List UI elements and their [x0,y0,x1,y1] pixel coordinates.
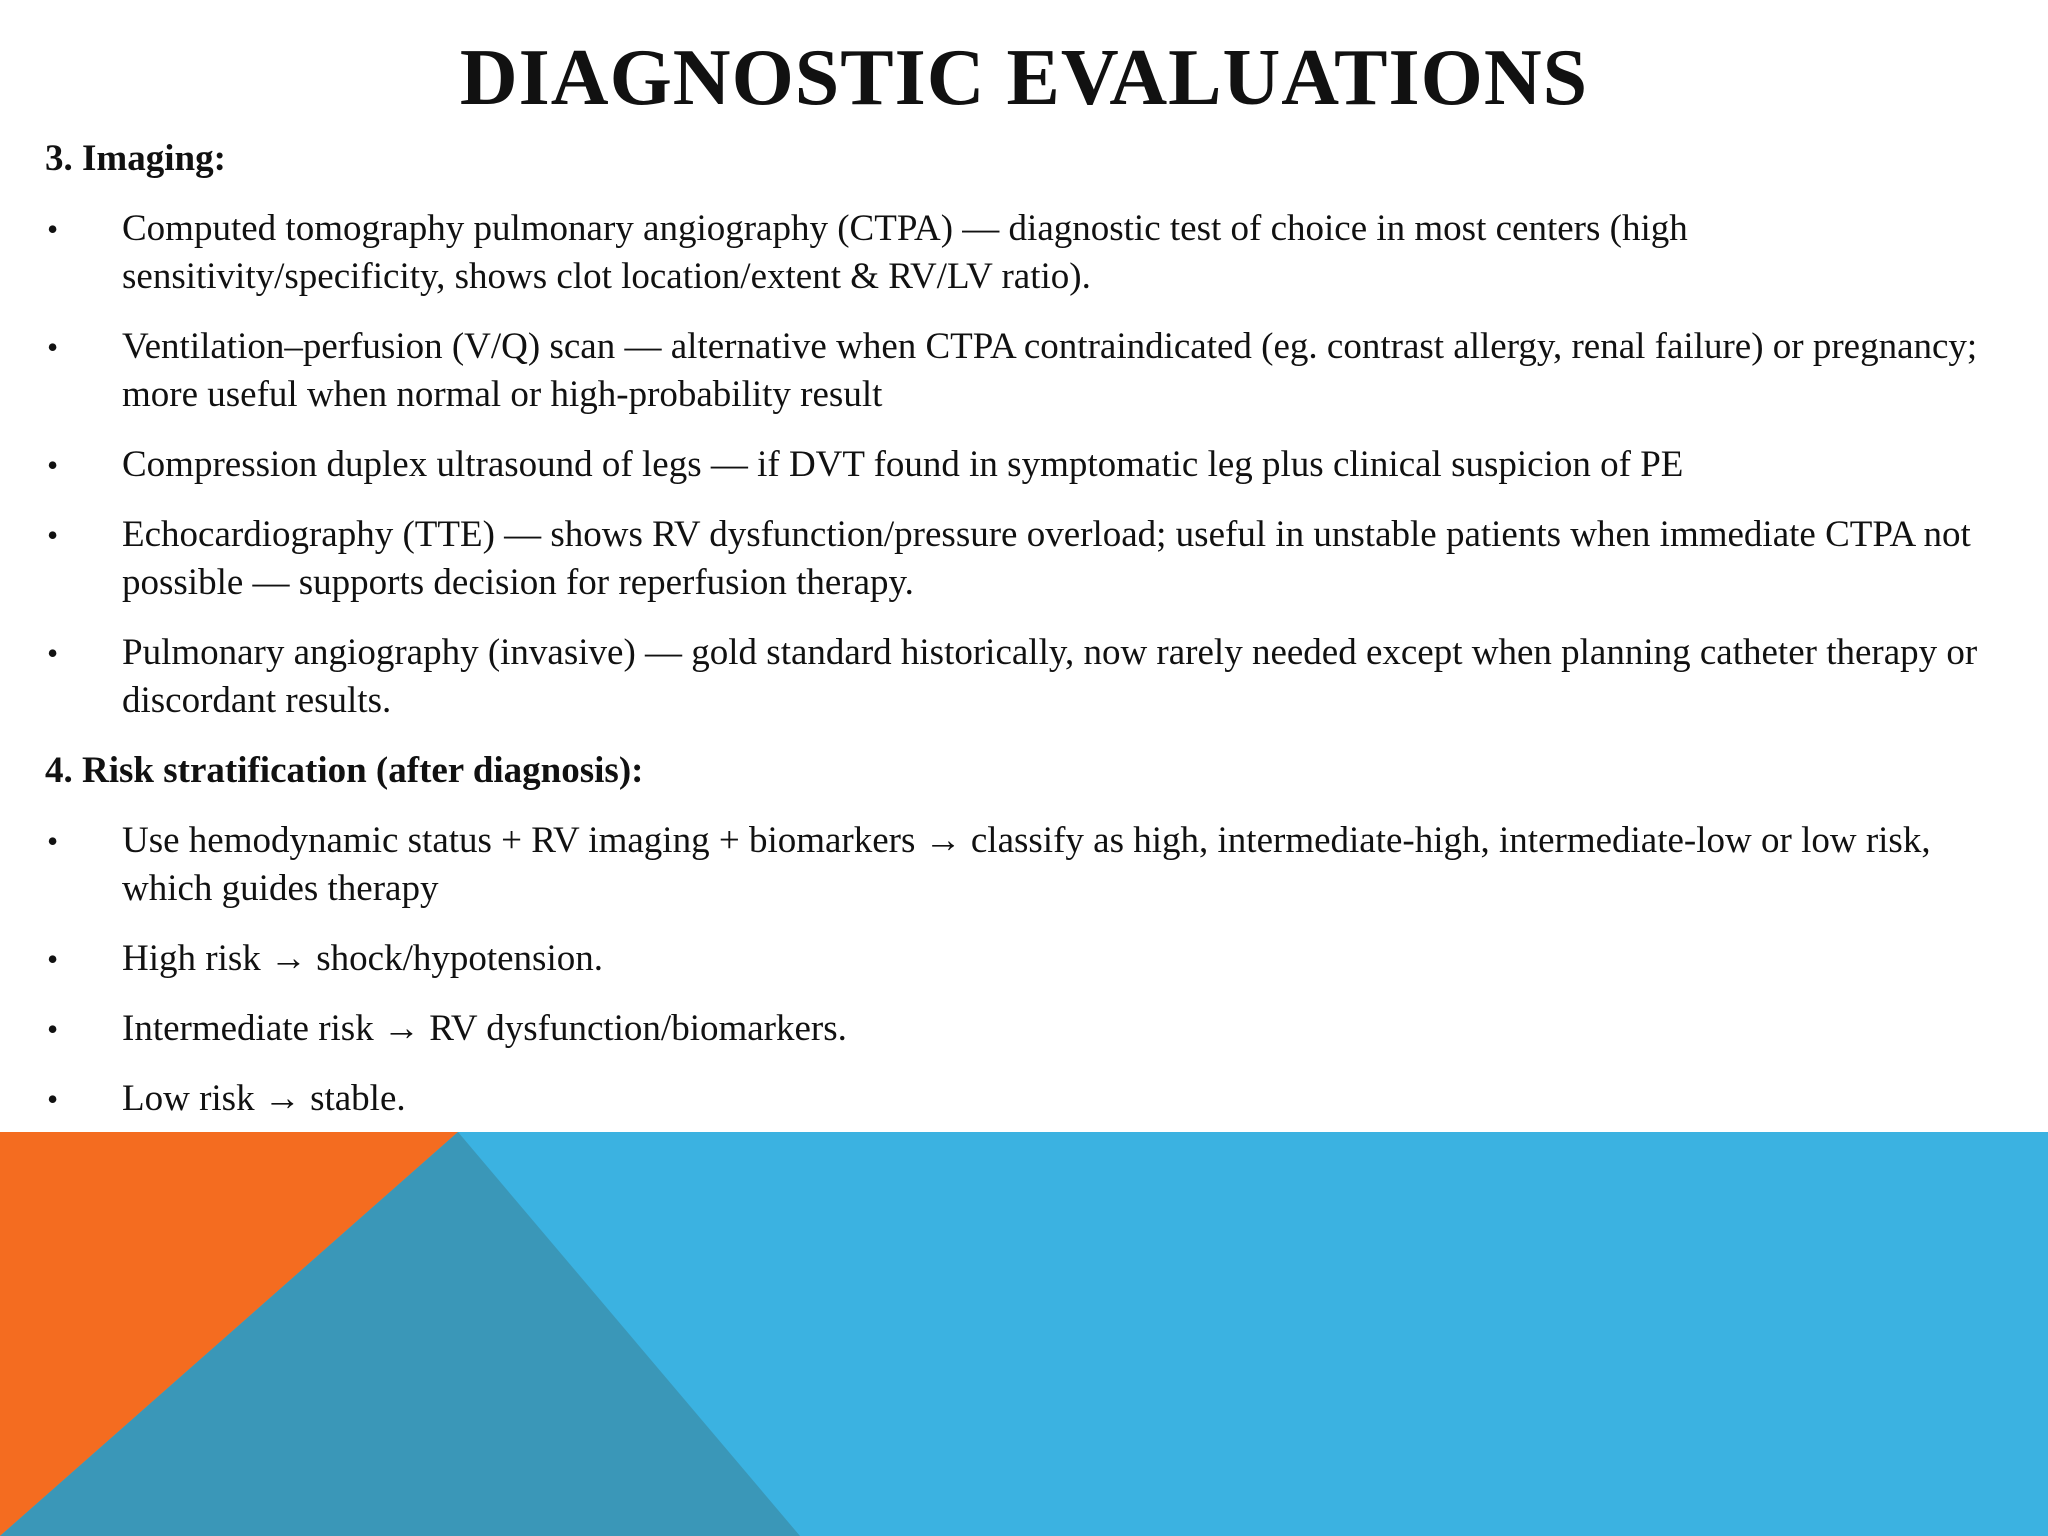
bullet-text: Low risk → stable. [122,1078,406,1119]
risk-stratification-heading: 4. Risk stratification (after diagnosis): [45,750,644,791]
list-item [45,441,2015,489]
bullet-icon: • [47,517,59,553]
list-item [45,511,2015,607]
list-item [45,817,2015,913]
bullet-text: Pulmonary angiography (invasive) — gold standard historically, now rarely needed except when planning catheter therapy or discordant results. [122,632,1978,721]
bullet-icon: • [47,823,59,859]
bullet-icon: • [47,329,59,365]
slide-content [45,135,2015,1123]
bullet-text: Echocardiography (TTE) — shows RV dysfunction/pressure overload; useful in unstable patients when immediate CTPA not possible — supports decision for reperfusion therapy. [122,514,1971,603]
bullet-text: Intermediate risk → RV dysfunction/biomarkers. [122,1008,847,1049]
slide-title: DIAGNOSTIC EVALUATIONS [459,34,1589,122]
bullet-text: Use hemodynamic status + RV imaging + biomarkers → classify as high, intermediate-high, intermediate-low or low risk, which guides therapy [122,820,1931,909]
imaging-bullet-list [45,205,2015,725]
imaging-heading: 3. Imaging: [45,138,226,179]
bullet-text: High risk → shock/hypotension. [122,938,603,979]
bullet-icon: • [47,447,59,483]
bullet-text: Compression duplex ultrasound of legs — if DVT found in symptomatic leg plus clinical suspicion of PE [122,444,1684,485]
list-item [45,205,2015,301]
bullet-icon: • [47,1011,59,1047]
bullet-icon: • [47,211,59,247]
bullet-icon: • [47,635,59,671]
bullet-text: Ventilation–perfusion (V/Q) scan — alternative when CTPA contraindicated (eg. contrast allergy, renal failure) or pregnancy; more useful when normal or high-probability result [122,326,1978,415]
list-item [45,1005,2015,1053]
list-item [45,935,2015,983]
list-item [45,1075,2015,1123]
bullet-icon: • [47,941,59,977]
list-item [45,323,2015,419]
footer-decoration [0,1132,2048,1536]
bullet-icon: • [47,1081,59,1117]
list-item [45,629,2015,725]
bullet-text: Computed tomography pulmonary angiography (CTPA) — diagnostic test of choice in most centers (high sensitivity/specificity, shows clot location/extent & RV/LV ratio). [122,208,1688,297]
risk-bullet-list [45,817,2015,1123]
